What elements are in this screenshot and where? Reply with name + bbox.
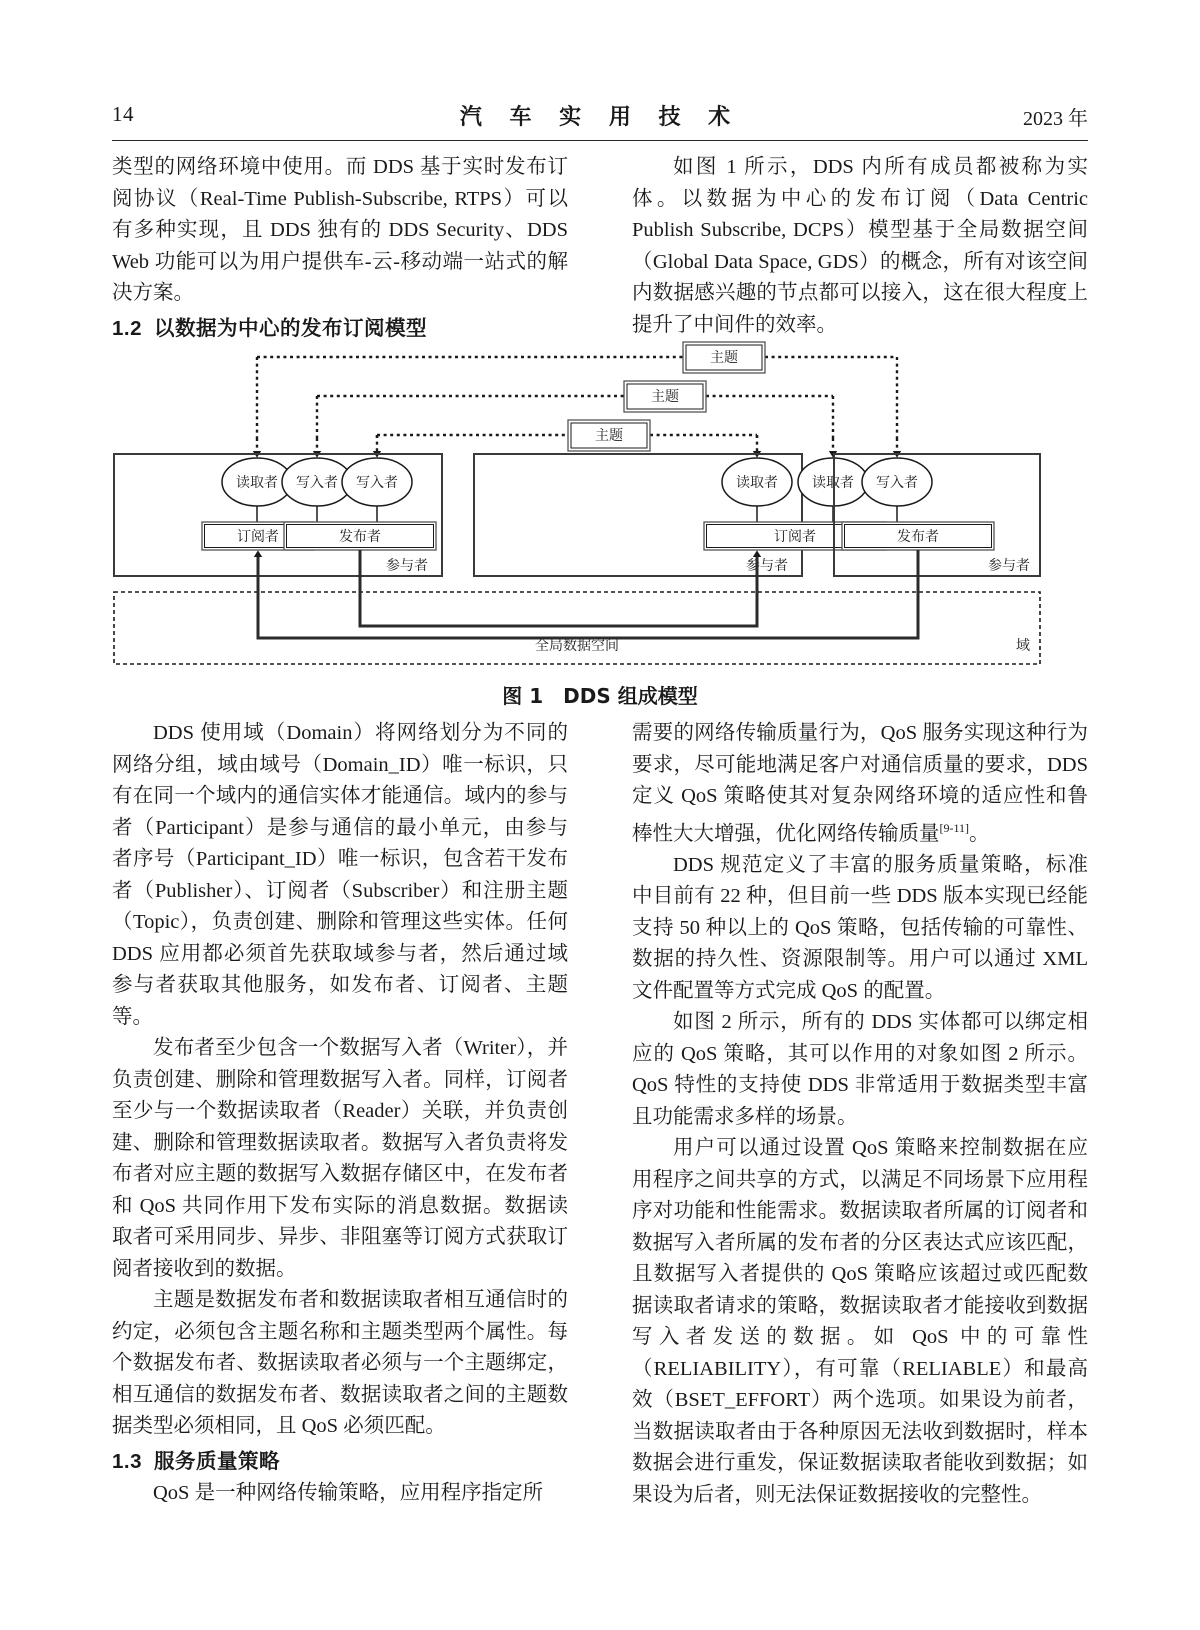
domain-label: 域 [1016,638,1030,654]
paragraph: 类型的网络环境中使用。而 DDS 基于实时发布订阅协议（Real-Time Publish-Subscribe, RTPS）可以有多种实现，且 DDS 独有的 DDS Security、DDS Web 功能可以为用户提供车-云-移动端一站式的解决方案。 [112,156,568,304]
section-number: 1.3 [112,1449,142,1473]
reader-label: 读取者 [736,475,778,491]
reader-label: 读取者 [812,475,854,491]
paragraph: 主题是数据发布者和数据读取者相互通信时的约定，必须包含主题名称和主题类型两个属性。每个数据发布者、数据读取者必须与一个主题绑定，相互通信的数据发布者、数据读取者之间的主题数据类型必须相同，且 QoS 必须匹配。 [112,1289,568,1437]
paragraph-text: 需要的网络传输质量行为，QoS 服务实现这种行为要求，尽可能地满足客户对通信质量的要求，DDS 定义 QoS 策略使其对复杂网络环境的适应性和鲁棒性大大增强，优化网络传输质量 [632,722,1088,845]
citation-reference: [9-11] [939,820,970,835]
topic-label-3: 主题 [595,428,623,444]
paragraph [632,718,1088,850]
subscriber-box-label: 订阅者 [237,529,279,545]
left-column-bottom [112,718,568,1509]
paragraph: 如图 1 所示，DDS 内所有成员都被称为实体。以数据为中心的发布订阅（Data Centric Publish Subscribe, DCPS）模型基于全局数据空间（Global Data Space, GDS）的概念，所有对该空间内数据感兴趣的节点都可以接入，这在很大程度上提升了中间件的效率。 [632,156,1088,336]
running-header [112,98,1088,140]
journal-title: 汽 车 实 用 技 术 [459,104,741,130]
figure-caption-label: 图 1 [502,684,544,708]
section-number: 1.2 [112,316,142,340]
writer-label: 写入者 [296,475,338,491]
global-data-space-label: 全局数据空间 [535,638,619,654]
page-number: 14 [112,102,134,126]
header-divider [112,140,1088,141]
participant-label: 参与者 [746,558,788,574]
publisher-box-label: 发布者 [897,529,939,545]
writer-label: 写入者 [356,475,398,491]
participant-label: 参与者 [988,558,1030,574]
dds-composition-diagram [112,330,1088,675]
participant-label: 参与者 [386,558,428,574]
right-column-top [632,152,1088,341]
section-title: 以数据为中心的发布订阅模型 [154,315,427,340]
publication-year: 2023 年 [1023,108,1088,130]
left-column-top [112,152,568,345]
paragraph-text-end: 。 [969,822,990,845]
figure-1 [112,330,1088,720]
subscriber-box-label: 订阅者 [774,529,816,545]
right-column-bottom [632,718,1088,1511]
topic-label-2: 主题 [651,389,679,405]
section-heading-1-3 [112,1445,568,1478]
paragraph: QoS 是一种网络传输策略，应用程序指定所 [153,1481,544,1504]
publisher-box-label: 发布者 [339,529,381,545]
topic-label-1: 主题 [710,350,738,366]
paragraph: DDS 使用域（Domain）将网络划分为不同的网络分组，域由域号（Domain_ID）唯一标识，只有在同一个域内的通信实体才能通信。域内的参与者（Participant）是参与通信的最小单元，由参与者序号（Participant_ID）唯一标识，包含若干发布者（Publisher）、订阅者（Subscriber）和注册主题（Topic），负责创建、删除和管理这些实体。任何 DDS 应用都必须首先获取域参与者，然后通过域参与者获取其他服务，如发布者、订阅者、主题等。 [112,722,568,1028]
figure-caption [112,680,1088,709]
figure-caption-text: DDS 组成模型 [563,684,698,708]
paragraph: 如图 2 所示，所有的 DDS 实体都可以绑定相应的 QoS 策略，其可以作用的对象如图 2 所示。QoS 特性的支持使 DDS 非常适用于数据类型丰富且功能需求多样的场景。 [632,1011,1088,1128]
paragraph: 发布者至少包含一个数据写入者（Writer），并负责创建、删除和管理数据写入者。同样，订阅者至少与一个数据读取者（Reader）关联，并负责创建、删除和管理数据读取者。数据写入者负责将发布者对应主题的数据写入数据存储区中，在发布者和 QoS 共同作用下发布实际的消息数据。数据读取者可采用同步、异步、非阻塞等订阅方式获取订阅者接收到的数据。 [112,1037,568,1280]
paragraph: DDS 规范定义了丰富的服务质量策略，标准中目前有 22 种，但目前一些 DDS 版本实现已经能支持 50 种以上的 QoS 策略，包括传输的可靠性、数据的持久性、资源限制等。用户可以通过 XML 文件配置等方式完成 QoS 的配置。 [632,853,1088,1002]
writer-label: 写入者 [876,475,918,491]
paragraph: 用户可以通过设置 QoS 策略来控制数据在应用程序之间共享的方式，以满足不同场景下应用程序对功能和性能需求。数据读取者所属的订阅者和数据写入者所属的发布者的分区表达式应该匹配，且数据写入者提供的 QoS 策略应该超过或匹配数据读取者请求的策略，数据读取者才能接收到数据写入者发送的数据。如 QoS 中的可靠性（RELIABILITY），有可靠（RELIABLE）和最高效（BSET_EFFORT）两个选项。如果设为前者，当数据读取者由于各种原因无法收到数据时，样本数据会进行重发，保证数据读取者能收到数据；如果设为后者，则无法保证数据接收的完整性。 [632,1137,1088,1506]
section-title: 服务质量策略 [154,1448,280,1473]
reader-label: 读取者 [236,475,278,491]
